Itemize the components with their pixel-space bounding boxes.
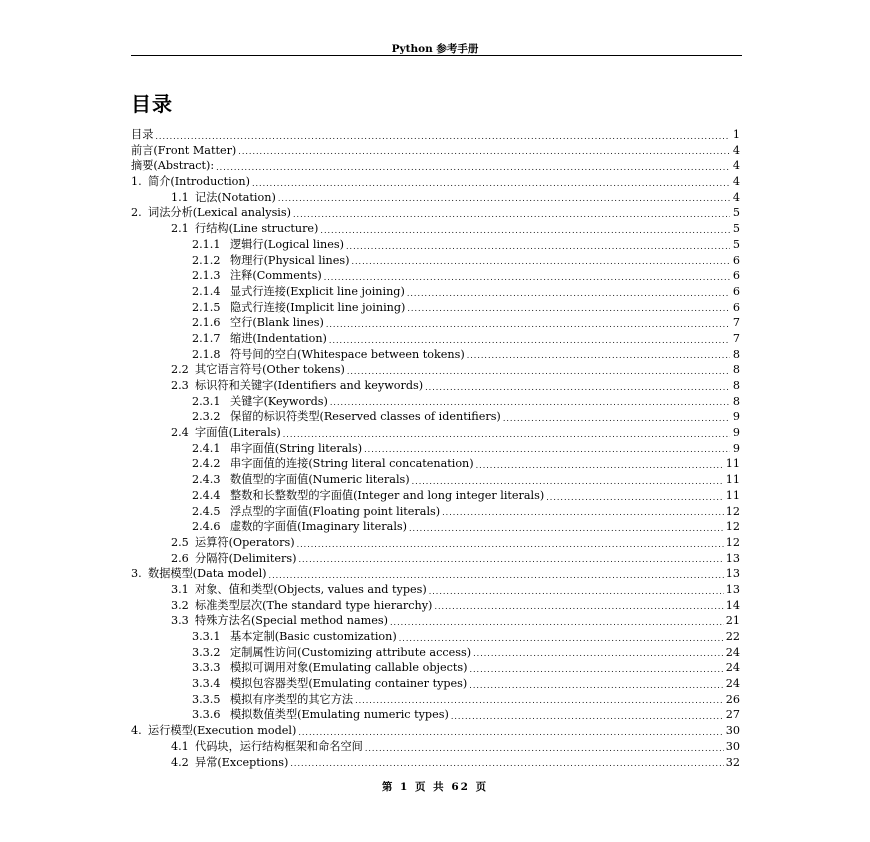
toc-entry-number: 4.2: [171, 755, 189, 769]
toc-entry[interactable]: [131, 519, 740, 535]
toc-entry-number: 2.1.4: [192, 284, 221, 298]
toc-entry-page: 30: [725, 739, 740, 753]
toc-entry-title: 整数和长整数型的字面值(Integer and long integer literals): [230, 488, 545, 502]
toc-entry[interactable]: [131, 456, 740, 472]
toc-entry-title: 空行(Blank lines): [230, 316, 324, 330]
toc-entry-page: 5: [732, 237, 740, 251]
dot-leader: [298, 726, 723, 739]
toc-entry-title: 数值型的字面值(Numeric literals): [230, 473, 410, 487]
toc-entry[interactable]: [131, 221, 740, 237]
toc-entry-number: 1.1: [171, 190, 189, 204]
toc-entry-page: 24: [725, 677, 740, 691]
header-rule: [131, 55, 742, 56]
dot-leader: [473, 647, 724, 660]
toc-entry-title: 串字面值(String literals): [230, 441, 363, 455]
toc-entry[interactable]: [131, 488, 740, 504]
toc-title: 目录: [131, 92, 173, 116]
toc-entry[interactable]: [131, 472, 740, 488]
toc-entry-number: 3.: [131, 567, 142, 581]
toc-entry-page: 21: [725, 614, 740, 628]
toc-entry-number: 2.6: [171, 551, 189, 565]
toc-entry[interactable]: [131, 331, 740, 347]
toc-entry-title: 其它语言符号(Other tokens): [195, 363, 345, 377]
toc-entry-page: 8: [732, 379, 740, 392]
toc-entry[interactable]: [131, 645, 740, 661]
toc-entry-title: 行结构(Line structure): [195, 222, 319, 236]
dot-leader: [293, 208, 730, 221]
toc-entry-page: 1: [732, 128, 740, 141]
toc-entry-title: 模拟数值类型(Emulating numeric types): [230, 708, 449, 722]
toc-entry-number: 2.1.6: [192, 316, 221, 330]
dot-leader: [467, 349, 730, 362]
toc-entry-title: 物理行(Physical lines): [230, 253, 350, 267]
toc-entry[interactable]: [131, 535, 740, 551]
dot-leader: [252, 177, 730, 190]
dot-leader: [324, 271, 730, 284]
toc-entry-title: 显式行连接(Explicit line joining): [230, 284, 405, 298]
toc-entry[interactable]: [131, 143, 740, 159]
toc-entry-page: 9: [732, 426, 740, 440]
toc-entry-page: 6: [732, 300, 740, 314]
dot-leader: [399, 632, 724, 645]
toc-entry-number: 2.3.2: [192, 410, 221, 424]
toc-entry-number: 4.1: [171, 739, 189, 753]
toc-entry-title: 逻辑行(Logical lines): [230, 237, 344, 251]
toc-entry-page: 5: [732, 206, 740, 220]
dot-leader: [320, 224, 730, 237]
toc-entry-title: 模拟有序类型的其它方法: [230, 692, 354, 706]
toc-entry[interactable]: [131, 347, 740, 363]
toc-entry-title: 关键字(Keywords): [230, 394, 328, 408]
toc-entry[interactable]: [131, 158, 740, 174]
toc-entry-title: 代码块，运行结构框架和命名空间: [195, 739, 363, 753]
toc-entry-title: 数据模型(Data model): [148, 567, 267, 581]
dot-leader: [290, 757, 723, 770]
toc-entry-number: 2.: [131, 206, 142, 220]
dot-leader: [409, 522, 724, 535]
toc-entry[interactable]: [131, 441, 740, 457]
toc-entry-number: 2.3.1: [192, 394, 221, 408]
dot-leader: [238, 145, 730, 158]
dot-leader: [364, 443, 730, 456]
dot-leader: [434, 600, 723, 613]
dot-leader: [346, 240, 730, 253]
toc-entry-number: 2.4.6: [192, 520, 221, 534]
toc-entry-title: 摘要(Abstract):: [131, 159, 215, 173]
toc-entry-page: 11: [725, 457, 740, 471]
toc-entry-title: 对象、值和类型(Objects, values and types): [195, 582, 427, 596]
toc-entry[interactable]: [131, 253, 740, 269]
toc-entry-page: 5: [732, 222, 740, 236]
toc-entry-title: 定制属性访问(Customizing attribute access): [230, 645, 472, 659]
toc-entry[interactable]: [131, 378, 740, 394]
toc-entry[interactable]: [131, 315, 740, 331]
toc-entry[interactable]: [131, 268, 740, 284]
toc-entry-number: 2.5: [171, 535, 189, 549]
dot-leader: [298, 553, 723, 566]
toc-entry-number: 3.1: [171, 582, 189, 596]
toc-entry-number: 2.2: [171, 363, 189, 377]
dot-leader: [283, 428, 730, 441]
toc-entry-title: 异常(Exceptions): [195, 755, 289, 769]
toc-entry-page: 4: [732, 175, 740, 189]
toc-entry-page: 14: [725, 598, 740, 612]
toc-entry-page: 12: [725, 504, 740, 518]
toc-entry-title: 注释(Comments): [230, 269, 322, 283]
toc-entry-number: 2.1.8: [192, 347, 221, 361]
toc-entry-number: 2.1.1: [192, 237, 221, 251]
toc-entry[interactable]: [131, 723, 740, 739]
toc-entry-title: 基本定制(Basic customization): [230, 630, 397, 643]
dot-leader: [503, 412, 730, 425]
toc-entry-page: 4: [732, 143, 740, 157]
toc-entry-title: 保留的标识符类型(Reserved classes of identifiers): [230, 410, 501, 424]
dot-leader: [546, 491, 724, 504]
toc-entry-title: 记法(Notation): [195, 190, 276, 204]
toc-entry-number: 4.: [131, 724, 142, 738]
toc-entry-number: 2.4.3: [192, 473, 221, 487]
toc-entry-page: 26: [725, 692, 740, 706]
toc-entry-title: 运算符(Operators): [195, 535, 295, 549]
toc-entry[interactable]: [131, 551, 740, 567]
toc-entry-page: 13: [725, 582, 740, 596]
toc-entry-title: 串字面值的连接(String literal concatenation): [230, 457, 474, 471]
toc-entry-page: 12: [725, 535, 740, 549]
page-footer: 第 1 页 共 62 页: [381, 781, 489, 793]
toc-entry-number: 3.3.6: [192, 708, 221, 722]
toc-entry-number: 3.3.2: [192, 645, 221, 659]
toc-entry-title: 符号间的空白(Whitespace between tokens): [230, 347, 465, 361]
toc-entry-title: 浮点型的字面值(Floating point literals): [230, 504, 441, 518]
toc-entry-page: 24: [725, 661, 740, 675]
dot-leader: [216, 161, 730, 174]
dot-leader: [425, 381, 730, 394]
dot-leader: [329, 334, 730, 347]
toc-entry-page: 12: [725, 520, 740, 534]
toc-entry[interactable]: [131, 692, 740, 708]
toc-entry-number: 1.: [131, 175, 142, 189]
toc-entry-page: 8: [732, 394, 740, 408]
toc-entry-title: 标识符和关键字(Identifiers and keywords): [195, 379, 424, 392]
toc-entry-title: 运行模型(Execution model): [148, 724, 297, 738]
toc-entry-page: 7: [732, 331, 740, 345]
toc-entry-page: 27: [725, 708, 740, 722]
toc-entry-page: 30: [725, 724, 740, 738]
toc-entry[interactable]: [131, 613, 740, 629]
dot-leader: [412, 475, 724, 488]
toc-entry-title: 缩进(Indentation): [230, 331, 327, 345]
dot-leader: [365, 742, 724, 755]
toc-entry[interactable]: [131, 409, 740, 425]
toc-entry-title: 分隔符(Delimiters): [195, 551, 297, 565]
toc-entry[interactable]: [131, 629, 740, 645]
toc-entry-title: 模拟包容器类型(Emulating container types): [230, 677, 468, 691]
dot-leader: [351, 255, 730, 268]
toc-entry-number: 2.3: [171, 379, 189, 392]
toc-entry-title: 字面值(Literals): [195, 426, 281, 440]
toc-entry-page: 7: [732, 316, 740, 330]
dot-leader: [355, 694, 724, 707]
dot-leader: [269, 569, 724, 582]
toc-entry-number: 2.4.5: [192, 504, 221, 518]
dot-leader: [407, 302, 730, 315]
toc-entry-title: 目录: [131, 128, 154, 141]
toc-entry-number: 3.3.1: [192, 630, 221, 643]
dot-leader: [297, 538, 724, 551]
toc-entry[interactable]: [131, 394, 740, 410]
toc-entry[interactable]: [131, 300, 740, 316]
dot-leader: [390, 616, 724, 629]
toc-entry-title: 前言(Front Matter): [131, 143, 237, 157]
dot-leader: [278, 192, 730, 205]
toc-entry[interactable]: [131, 660, 740, 676]
toc-entry-number: 2.1: [171, 222, 189, 236]
toc-entry[interactable]: [131, 566, 740, 582]
toc-entry-number: 2.4: [171, 426, 189, 440]
dot-leader: [451, 710, 724, 723]
toc-entry-page: 22: [725, 630, 740, 643]
toc-entry[interactable]: [131, 598, 740, 614]
toc-entry-page: 24: [725, 645, 740, 659]
toc-entry[interactable]: [131, 205, 740, 221]
toc-entry-number: 2.1.2: [192, 253, 221, 267]
toc-entry[interactable]: [131, 237, 740, 253]
toc-entry-number: 3.2: [171, 598, 189, 612]
toc-entry-title: 简介(Introduction): [148, 175, 250, 189]
toc-entry-page: 32: [725, 755, 740, 769]
dot-leader: [469, 679, 723, 692]
toc-entry[interactable]: [131, 582, 740, 598]
toc-entry-page: 8: [732, 363, 740, 377]
table-of-contents: [131, 127, 740, 770]
toc-entry-title: 虚数的字面值(Imaginary literals): [230, 520, 408, 534]
toc-entry-title: 隐式行连接(Implicit line joining): [230, 300, 406, 314]
toc-entry-number: 2.1.7: [192, 331, 221, 345]
toc-entry-page: 9: [732, 441, 740, 455]
toc-entry-page: 4: [732, 190, 740, 204]
toc-entry-number: 2.4.2: [192, 457, 221, 471]
toc-entry-title: 特殊方法名(Special method names): [195, 614, 388, 628]
toc-entry-number: 3.3: [171, 614, 189, 628]
toc-entry[interactable]: [131, 190, 740, 206]
toc-entry-number: 2.1.3: [192, 269, 221, 283]
toc-entry-page: 9: [732, 410, 740, 424]
toc-entry-page: 11: [725, 473, 740, 487]
toc-entry-number: 2.4.1: [192, 441, 221, 455]
toc-entry[interactable]: [131, 739, 740, 755]
toc-entry[interactable]: [131, 284, 740, 300]
dot-leader: [330, 396, 730, 409]
toc-entry-title: 模拟可调用对象(Emulating callable objects): [230, 661, 468, 675]
dot-leader: [469, 663, 723, 676]
toc-entry-page: 6: [732, 253, 740, 267]
dot-leader: [347, 365, 730, 378]
toc-entry-number: 3.3.3: [192, 661, 221, 675]
dot-leader: [476, 459, 724, 472]
toc-entry[interactable]: [131, 707, 740, 723]
dot-leader: [442, 506, 724, 519]
toc-entry[interactable]: [131, 504, 740, 520]
running-header: Python 参考手册: [391, 43, 479, 55]
dot-leader: [326, 318, 730, 331]
toc-entry-number: 2.4.4: [192, 488, 221, 502]
dot-leader: [155, 130, 730, 143]
toc-entry-title: 词法分析(Lexical analysis): [148, 206, 291, 220]
toc-entry-page: 6: [732, 269, 740, 283]
toc-entry[interactable]: [131, 174, 740, 190]
toc-entry-page: 13: [725, 567, 740, 581]
toc-entry[interactable]: [131, 676, 740, 692]
toc-entry-page: 4: [732, 159, 740, 173]
toc-entry-number: 3.3.4: [192, 677, 221, 691]
toc-entry-page: 11: [725, 488, 740, 502]
toc-entry[interactable]: [131, 425, 740, 441]
toc-entry-page: 13: [725, 551, 740, 565]
toc-entry[interactable]: [131, 362, 740, 378]
toc-entry-page: 8: [732, 347, 740, 361]
dot-leader: [429, 585, 724, 598]
toc-entry[interactable]: [131, 755, 740, 771]
toc-entry[interactable]: [131, 127, 740, 143]
toc-entry-number: 2.1.5: [192, 300, 221, 314]
dot-leader: [407, 287, 730, 300]
toc-entry-title: 标准类型层次(The standard type hierarchy): [195, 598, 433, 612]
toc-entry-number: 3.3.5: [192, 692, 221, 706]
toc-entry-page: 6: [732, 284, 740, 298]
